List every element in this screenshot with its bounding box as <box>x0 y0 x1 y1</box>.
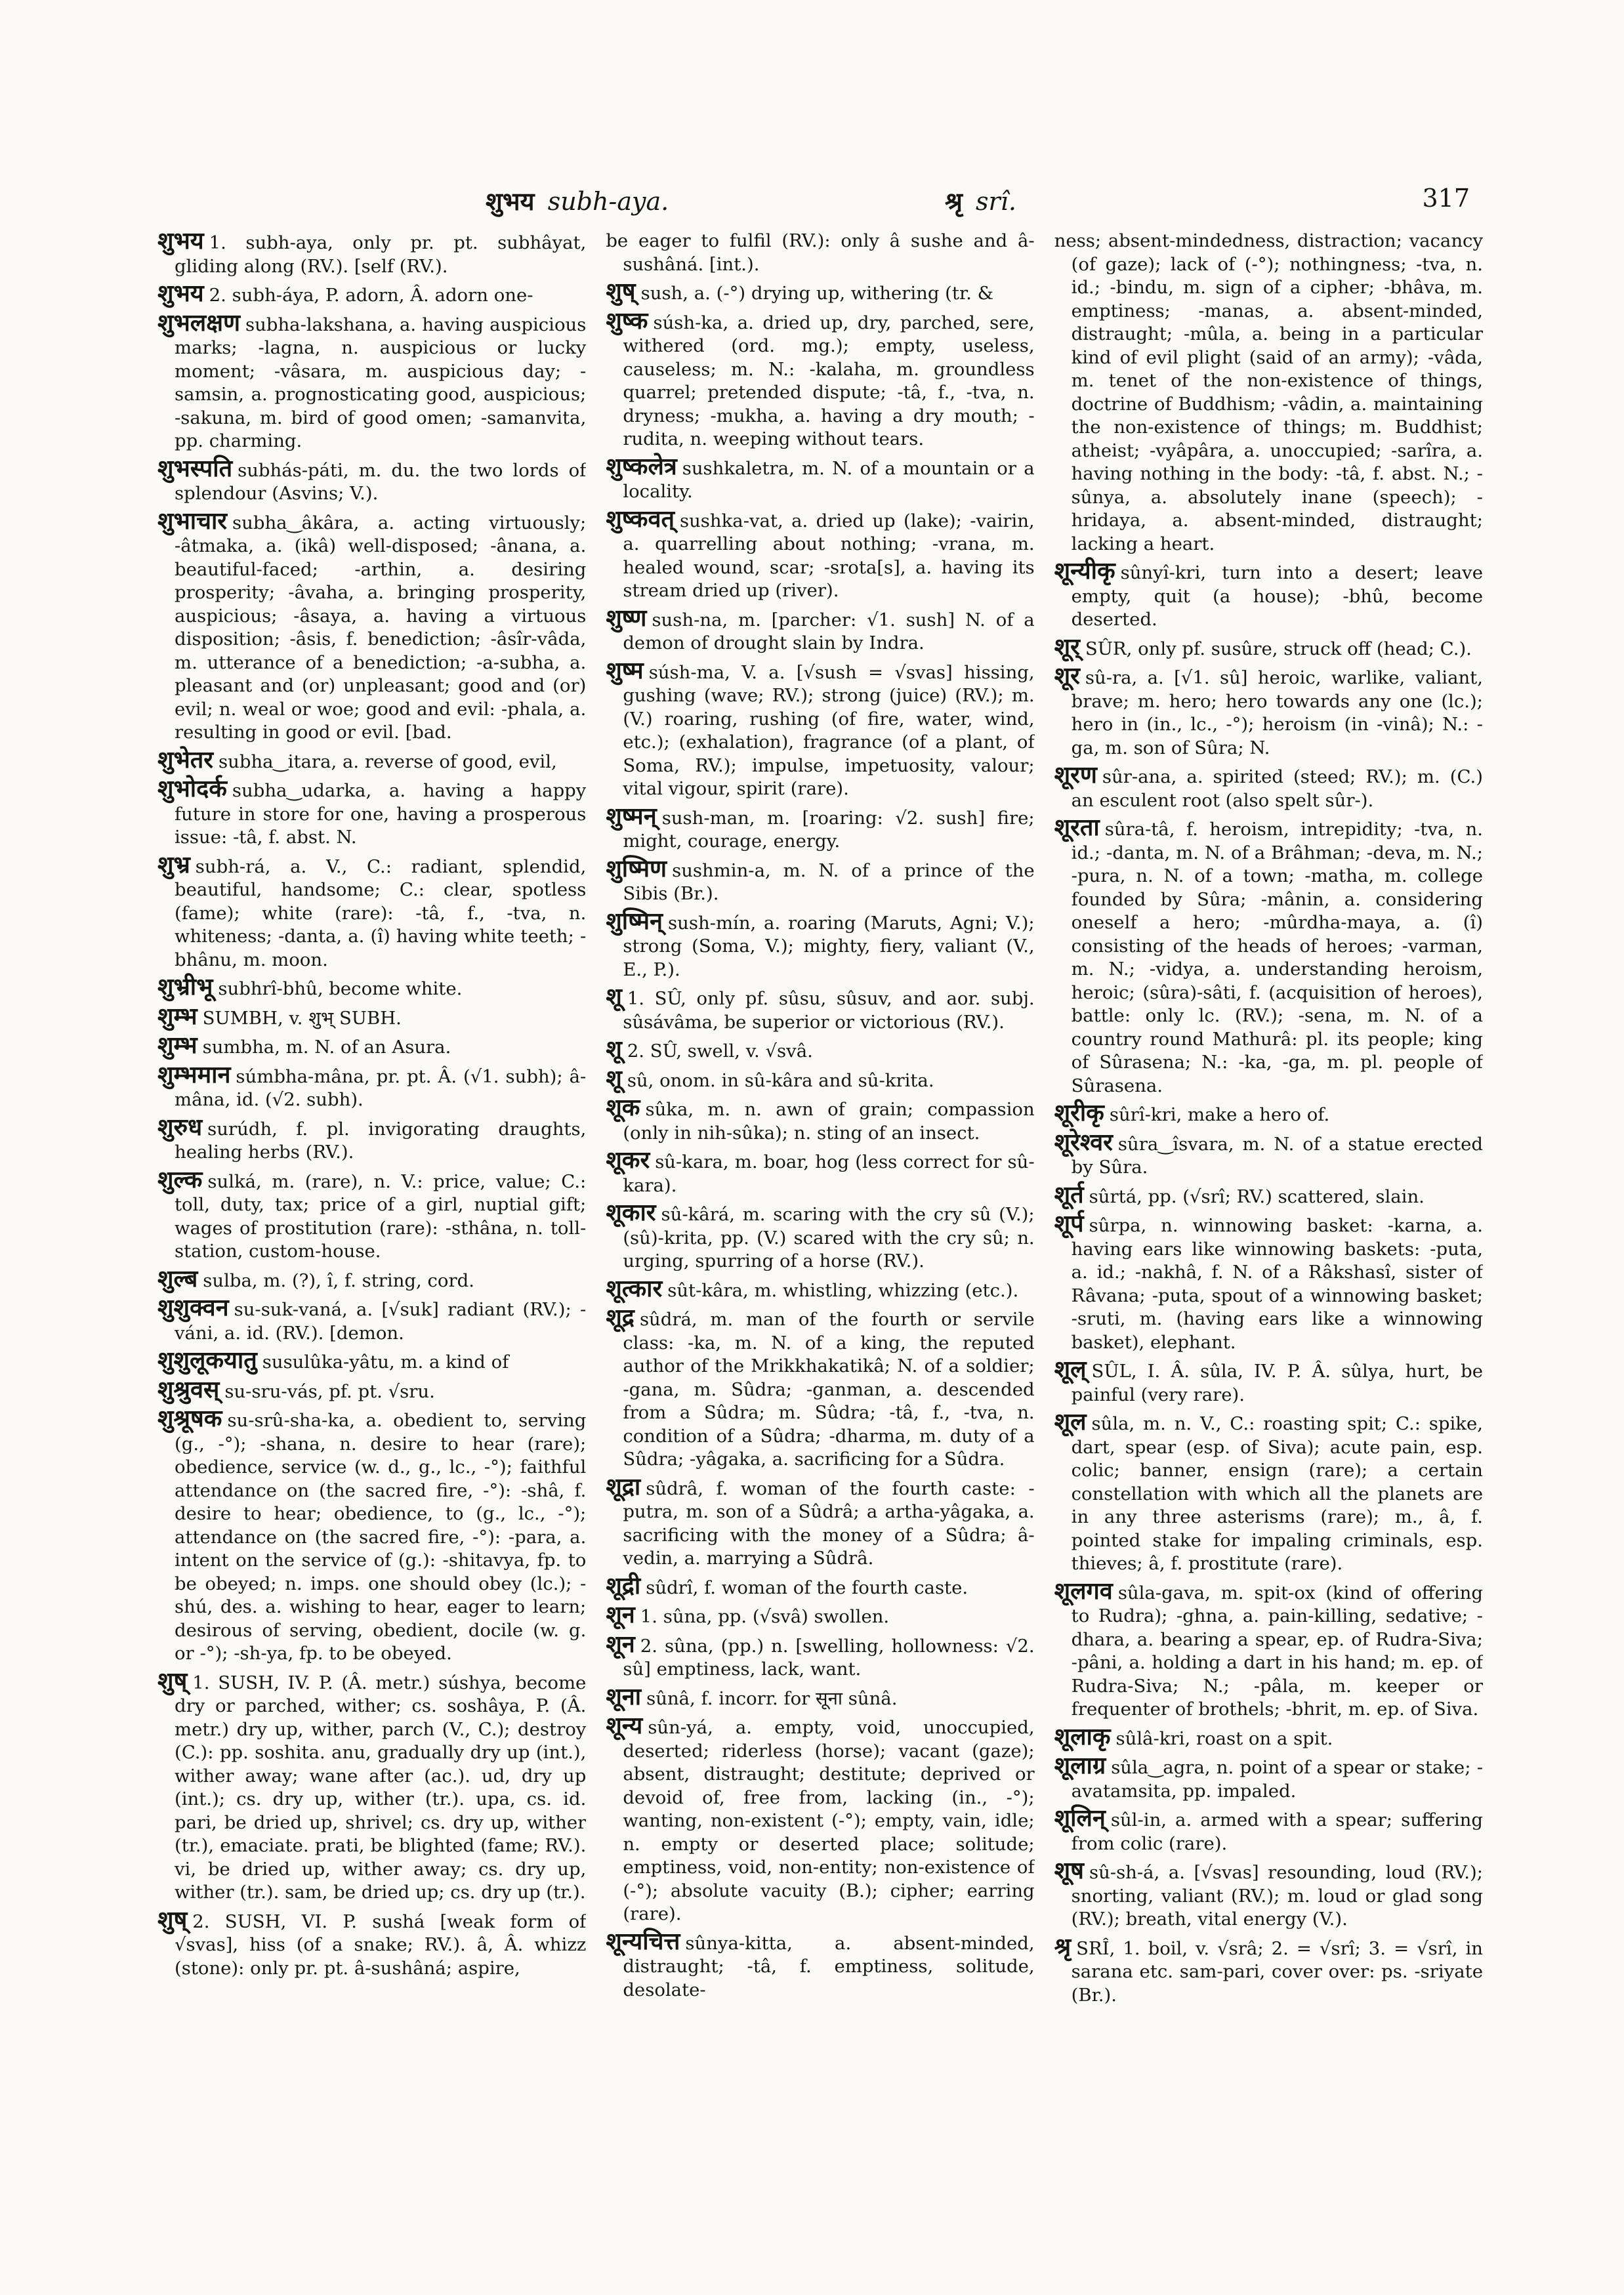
dictionary-entry <box>606 1146 1035 1197</box>
entry-headword: शुल्क <box>157 1165 203 1193</box>
entry-headword: शुष् <box>157 1666 188 1695</box>
entry-definition: sûla-gava, m. spit-ox (kind of offering to Rudra); -ghna, a. pain-killing, sedative; -dhara, a. bearing a spear, ep. of Rudra-Siva; -pâni, a. holding a dart in his hand; m. ep. of Rudra-Siva; N.; -pâla, m. keeper or frequenter of brothels; -bhrit, m. ep. of Siva. <box>1071 1582 1483 1720</box>
dictionary-entry <box>157 745 586 774</box>
entry-definition: SÛL, I. Â. sûla, IV. P. Â. sûlya, hurt, be painful (very rare). <box>1071 1361 1483 1405</box>
dictionary-entry <box>606 1630 1035 1682</box>
entry-definition: 2. subh-áya, P. adorn, Â. adorn one- <box>209 285 533 306</box>
entry-headword: शुश्रुवस् <box>157 1375 220 1403</box>
entry-headword: शून्यीकृ <box>1054 557 1115 585</box>
entry-definition: sûla‿agra, n. point of a spear or stake; -avatamsita, pp. impaled. <box>1071 1757 1483 1802</box>
entry-definition: sûl-in, a. armed with a spear; suffering from colic (rare). <box>1071 1809 1483 1854</box>
entry-definition: subha‿udarka, a. having a happy future in store for one, having a prosperous issue: -tâ, f. abst. N. <box>175 780 587 848</box>
dictionary-entry <box>157 279 586 308</box>
entry-definition: sûr-ana, a. spirited (steed; RV.); m. (C.) an esculent root (also spelt sûr-). <box>1071 766 1483 811</box>
dictionary-entry <box>157 308 587 453</box>
column-1 <box>157 230 586 2250</box>
dictionary-entry <box>606 1306 1034 1472</box>
entry-definition: sû-sh-á, a. [√svas] resounding, loud (RV.); snorting, valiant (RV.); m. loud or glad song (RV.); breath, vital energy (V.). <box>1071 1862 1483 1930</box>
entry-definition: sûka, m. n. awn of grain; compassion (only in nih-sûka); n. sting of an insect. <box>623 1099 1035 1144</box>
dictionary-entry <box>157 1296 586 1345</box>
dictionary-entry <box>1054 557 1483 632</box>
dictionary-entry <box>1054 1355 1483 1407</box>
entry-headword: शुष्मिण <box>606 854 667 882</box>
dictionary-entry <box>606 656 1035 801</box>
dictionary-entry <box>1054 1212 1483 1354</box>
entry-definition: sû, onom. in sû-kâra and sû-krita. <box>627 1069 934 1091</box>
entry-headword: शुभस्पति <box>157 454 233 482</box>
entry-definition: sûdrâ, f. woman of the fourth caste: -putra, m. son of a Sûdrâ; a artha-yâgaka, a. sacrificing with the money of a Sûdra; â-vedin, a. marrying a Sûdrâ. <box>623 1478 1035 1569</box>
entry-headword: शूलगव <box>1054 1577 1113 1605</box>
dictionary-entry <box>157 1666 587 1905</box>
entry-definition: sûnya-kitta, a. absent-minded, distraught; -tâ, f. emptiness, solitude, desolate- <box>623 1932 1035 2000</box>
entry-definition: sûnyî-kri, turn into a desert; leave empty, quit (a house); -bhû, become deserted. <box>1071 562 1483 630</box>
header-center <box>945 184 1016 218</box>
entry-definition: ness; absent-mindedness, distraction; vacancy (of gaze); lack of (-°); nothingness; -tva, n. id.; -bindu, m. sign of a cipher; -bhâva, m. emptiness; -manas, a. absent-minded, distraught; -mûla, a. being in a particular kind of evil plight (said of an army); -vâda, m. tenet of the non-existence of things, doctrine of Buddhism; -vâdin, a. maintaining the non-existence of things; m. Buddhist; atheist; -vyâpâra, a. unoccupied; -sarîra, a. having nothing in the body: -tâ, f. abst. N.; -sûnya, a. absolutely inane (speech); -hridaya, a. absent-minded, distraught; lacking a heart. <box>1054 230 1483 554</box>
entry-headword: शूरेश्वर <box>1054 1128 1113 1156</box>
entry-headword: शूरीकृ <box>1054 1099 1104 1127</box>
dictionary-entry <box>1054 662 1483 760</box>
entry-headword: शूर्प <box>1054 1210 1084 1237</box>
entry-headword: शुभेतर <box>157 745 214 774</box>
entry-definition: subh-rá, a. V., C.: radiant, splendid, beautiful, handsome; C.: clear, spotless (fame); white (rare): -tâ, f., -tva, n. whiteness; -danta, a. (î) having white teeth; -bhânu, m. moon. <box>175 856 587 970</box>
dictionary-entry <box>606 604 1035 655</box>
dictionary-entry <box>1054 1859 1483 1932</box>
entry-definition: sush-mín, a. roaring (Maruts, Agni; V.); strong (Soma, V.); mighty, fiery, valiant (V., E., P.). <box>623 912 1035 980</box>
dictionary-entry <box>606 1064 1034 1093</box>
entry-definition: sûrî-kri, make a hero of. <box>1109 1104 1330 1125</box>
page-number: 317 <box>1422 184 1470 213</box>
entry-definition: subhrî-bhû, become white. <box>218 978 463 999</box>
dictionary-entry <box>1054 1099 1483 1127</box>
entry-headword: शुभाचार <box>157 507 228 535</box>
entry-headword: शूद्र <box>606 1304 635 1331</box>
entry-headword: शूद्रा <box>606 1472 641 1500</box>
entry-headword: शून <box>606 1630 635 1658</box>
entry-headword: शुष्मन् <box>606 802 657 830</box>
dictionary-entry <box>157 1346 586 1375</box>
entry-definition: 2. SÛ, swell, v. √svâ. <box>627 1041 813 1062</box>
entry-headword: शुशुलूकयातु <box>157 1346 257 1374</box>
entry-headword: शुष्क <box>606 306 648 335</box>
header-center-latin: srî. <box>976 187 1016 216</box>
entry-headword: शूलाग्र <box>1054 1752 1106 1779</box>
entry-definition: SÛR, only pf. susûre, struck off (head; C.). <box>1085 638 1472 659</box>
entry-definition: súsh-ma, V. a. [√sush = √svas] hissing, gushing (wave; RV.); strong (juice) (RV.); m. (V.) roaring, rushing (of fire, water, wind, etc.); (exhalation), fragrance (of a plant, of Soma, RV.); impulse, impetuosity, valour; vital vigour, spirit (rare). <box>623 661 1035 799</box>
entry-headword: शूरण <box>1054 761 1097 789</box>
header-left-latin: subh-aya. <box>547 187 669 216</box>
entry-definition: sûra-tâ, f. heroism, intrepidity; -tva, n. id.; -danta, m. N. of a Brâhman; -deva, m. N.; -pura, n. N. of a town; -matha, m. college founded by Sûra; -mânin, a. considering oneself a hero; -mûrdha-maya, a. (î) consisting of the heads of heroes; -varman, m. N.; -vidya, a. understanding heroism, heroic; (sûra)-sâti, f. (acquisition of heroes), battle: only lc. (RV.); -sena, m. N. of a country round Mathurâ: pl. its people; king of Sûrasena; N.: -ka, -ga, m. pl. people of Sûrasena. <box>1071 819 1483 1096</box>
dictionary-entry <box>157 1060 587 1112</box>
entry-headword: शूत्कार <box>606 1274 663 1302</box>
entry-headword: शूकार <box>606 1199 656 1226</box>
dictionary-entry <box>157 850 587 972</box>
entry-headword: श्रृ <box>1054 1932 1072 1960</box>
entry-definition: su-sru-vás, pf. pt. √sru. <box>224 1380 435 1402</box>
entry-headword: शूर् <box>1054 632 1080 661</box>
dictionary-entry <box>1054 816 1483 1098</box>
dictionary-entry <box>606 1571 1034 1600</box>
entry-definition: sûlâ-kri, roast on a spit. <box>1115 1727 1333 1749</box>
entry-definition: sush, a. (-°) drying up, withering (tr. & <box>640 283 994 304</box>
entry-headword: शुष्कलेत्र <box>606 452 677 480</box>
dictionary-entry <box>606 1714 1034 1926</box>
entry-definition: sû-kârá, m. scaring with the cry sû (V.); (sû)-krita, pp. (V.) scared with the cry sû; n. urging, spurring of a horse (RV.). <box>623 1204 1035 1272</box>
entry-definition: sûdrî, f. woman of the fourth caste. <box>646 1577 968 1598</box>
entry-definition: sût-kâra, m. whistling, whizzing (etc.). <box>667 1279 1019 1301</box>
entry-definition: subha-lakshana, a. having auspicious marks; -lagna, n. auspicious or lucky moment; -vâsara, m. auspicious day; -samsin, a. prognosticating good, auspicious; -sakuna, m. bird of good omen; -samanvita, pp. charming. <box>175 314 587 451</box>
entry-definition: sûdrá, m. man of the fourth or servile class: -ka, m. N. of a king, the reputed author of the Mrikkhakatikâ; N. of a soldier; -gana, m. Sûdra; -ganman, a. descended from a Sûdra; m. Sûdra; -tâ, f., -tva, n. condition of a Sûdra; -dharma, m. duty of a Sûdra; -yâgaka, a. sacrificing for a Sûdra. <box>623 1309 1035 1470</box>
entry-headword: शू <box>606 1064 622 1092</box>
dictionary-entry <box>606 1682 1034 1711</box>
dictionary-entry <box>1054 1932 1483 2008</box>
entry-definition: sûn-yá, a. empty, void, unoccupied, deserted; riderless (horse); vacant (gaze); absent, distraught; destitute; deprived or devoid of, free from, lacking (in., -°); wanting, non-existent (-°); empty, vain, idle; n. empty or deserted place; solitude; emptiness, void, non-entity; non-existence of (-°); absolute vacuity (B.); cipher; earring (rare). <box>623 1717 1035 1924</box>
entry-headword: शुष् <box>157 1905 188 1933</box>
entry-definition: sûrtá, pp. (√srî; RV.) scattered, slain. <box>1089 1186 1425 1207</box>
entry-headword: शुभय <box>157 230 204 255</box>
entry-definition: sush-na, m. [parcher: √1. sush] N. of a demon of drought slain by Indra. <box>623 609 1035 653</box>
dictionary-entry <box>606 1201 1034 1273</box>
dictionary-entry <box>1054 1804 1483 1855</box>
dictionary-entry <box>606 230 1034 276</box>
header-left-devanagari: शुभय <box>486 186 535 216</box>
entry-definition: be eager to fulfil (RV.): only â sushe and â-sushâná. [int.). <box>606 230 1035 275</box>
dictionary-entry <box>606 1035 1034 1064</box>
dictionary-entry <box>606 1472 1035 1571</box>
entry-definition: 2. SUSH, VI. P. sushá [weak form of √svas], hiss (of a snake; RV.). â, Â. whizz (stone): only pr. pt. â-sushâná; aspire, <box>175 1911 587 1979</box>
dictionary-entry <box>606 1274 1034 1303</box>
entry-headword: शुभोदर्क <box>157 775 227 802</box>
entry-definition: 1. SÛ, only pf. sûsu, sûsuv, and aor. subj. sûsávâma, be superior or victorious (RV.). <box>623 988 1035 1033</box>
entry-definition: subha‿itara, a. reverse of good, evil, <box>219 751 557 772</box>
entry-definition: 2. sûna, (pp.) n. [swelling, hollowness: √2. sû] emptiness, lack, want. <box>623 1635 1035 1680</box>
entry-definition: sû-ra, a. [√1. sû] heroic, warlike, valiant, brave; m. hero; hero towards any one (lc.); hero in (in., lc., -°); heroism (in -vinâ); N.: -ga, m. son of Sûra; N. <box>1071 667 1483 758</box>
dictionary-entry <box>606 802 1035 854</box>
entry-headword: शू <box>606 983 622 1010</box>
entry-definition: sushkaletra, m. N. of a mountain or a locality. <box>623 457 1035 502</box>
dictionary-entry <box>1054 1180 1483 1209</box>
entry-definition: SRÎ, 1. boil, v. √srâ; 2. = √srî; 3. = √srî, in sarana etc. sam-pari, cover over: ps. -sriyate (Br.). <box>1071 1937 1483 2006</box>
column-2 <box>606 230 1034 2250</box>
dictionary-entry <box>606 1603 1034 1629</box>
entry-definition: 1. sûna, pp. (√svâ) swollen. <box>640 1606 890 1627</box>
entry-headword: शूद्री <box>606 1571 641 1600</box>
dictionary-entry <box>1054 632 1483 661</box>
entry-headword: शुष्मिन् <box>606 907 663 935</box>
entry-headword: शुम्भ <box>157 1031 198 1059</box>
entry-definition: 1. SUSH, IV. P. (Â. metr.) súshya, become dry or parched, wither; cs. soshâya, P. (Â. metr.) dry up, wither, parch (V., C.); destroy (C.): pp. soshita. anu, gradually dry up (int.), wither away; wane after (ac.). ud, dry up (int.); cs. dry up, wither (tr.). upa, cs. id. pari, be dried up, shrivel; cs. dry up, wither (tr.), emaciate. prati, be blighted (fame; RV.). vi, be dried up, wither away; cs. dry up, wither (tr.). sam, be dried up; cs. dry up (tr.). <box>175 1672 587 1903</box>
dictionary-entry <box>1054 1128 1483 1180</box>
entry-definition: sûla, m. n. V., C.: roasting spit; C.: spike, dart, spear (esp. of Siva); acute pain, esp. colic; banner, ensign (rare); a certain constellation with which all the planets are in any three asterisms (rare); m., â, f. pointed stake for impaling criminals, esp. thieves; â, f. prostitute (rare). <box>1071 1413 1483 1574</box>
entry-definition: súmbha-mâna, pr. pt. Â. (√1. subh); â-mâna, id. (√2. subh). <box>175 1065 587 1110</box>
dictionary-entry <box>157 1905 587 1981</box>
entry-headword: शूना <box>606 1682 642 1710</box>
entry-definition: sulká, m. (rare), n. V.: price, value; C.: toll, duty, tax; price of a girl, nuptial gift; wages of prostitution (rare): -sthâna, n. toll-station, custom-house. <box>175 1170 587 1262</box>
entry-definition: sûnâ, f. incorr. for सूना sûnâ. <box>646 1687 898 1709</box>
entry-definition: sû-kara, m. boar, hog (less correct for sû-kara). <box>623 1151 1035 1196</box>
entry-headword: शुशुक्वन <box>157 1294 229 1321</box>
dictionary-entry <box>157 1375 586 1404</box>
entry-headword: शुल्ब <box>157 1264 198 1292</box>
dictionary-entry <box>157 1264 586 1293</box>
entry-headword: शुभलक्षण <box>157 308 241 337</box>
dictionary-entry <box>157 1031 586 1060</box>
header-center-devanagari: श्रृ <box>945 186 963 216</box>
dictionary-entry <box>1054 761 1483 812</box>
entry-definition: surúdh, f. pl. invigorating draughts, healing herbs (RV.). <box>175 1118 587 1163</box>
entry-headword: शून <box>606 1601 635 1628</box>
entry-headword: शूर्त <box>1054 1180 1084 1209</box>
entry-headword: शू <box>606 1035 622 1063</box>
text-columns <box>157 230 1483 2250</box>
entry-definition: su-srû-sha-ka, a. obedient to, serving (g., -°); -shana, n. desire to hear (rare); obedience, service (w. d., g., lc., -°); faithful attendance on (the sacred fire, -°): -shâ, f. desire to hear; obedience, to (g., lc., -°); attendance on (the sacred fire, -°): -para, a. intent on the service of (g.): -shitavya, fp. to be obeyed; n. imps. one should obey (lc.); -shú, des. a. wishing to hear, eager to learn; desirous of serving, obedient, docile (w. g. or -°); -sh-ya, fp. to be obeyed. <box>175 1410 587 1664</box>
entry-definition: sulba, m. (?), î, f. string, cord. <box>203 1270 474 1291</box>
entry-definition: subhás-páti, m. du. the two lords of splendour (Asvins; V.). <box>175 459 587 504</box>
dictionary-entry <box>606 452 1035 504</box>
entry-definition: sumbha, m. N. of an Asura. <box>202 1037 451 1058</box>
entry-headword: शुम्भ <box>157 1002 198 1030</box>
dictionary-entry <box>1054 1722 1483 1751</box>
dictionary-entry <box>606 854 1035 906</box>
entry-headword: शून्य <box>606 1712 643 1739</box>
entry-headword: शूलाकृ <box>1054 1722 1111 1750</box>
entry-definition: sûra‿îsvara, m. N. of a statue erected by Sûra. <box>1071 1133 1483 1178</box>
entry-definition: sush-man, m. [roaring: √2. sush] fire; might, courage, energy. <box>623 807 1035 852</box>
dictionary-entry <box>606 280 1034 306</box>
dictionary-entry <box>157 454 587 506</box>
entry-headword: शुष्कवत् <box>606 505 675 533</box>
entry-headword: शुभ्रीभू <box>157 973 213 1001</box>
dictionary-entry <box>606 985 1034 1034</box>
column-3 <box>1054 230 1483 2250</box>
dictionary-entry <box>157 1113 587 1165</box>
entry-headword: शुष्ण <box>606 604 647 632</box>
running-header <box>164 184 1470 223</box>
dictionary-entry <box>157 1002 586 1031</box>
dictionary-entry <box>606 306 1035 451</box>
entry-headword: शूल् <box>1054 1355 1087 1383</box>
entry-definition: sushka-vat, a. dried up (lake); -vairin, a. quarrelling about nothing; -vrana, m. healed wound, scar; -srota[s], a. having its stream dried up (river). <box>623 510 1035 601</box>
entry-headword: शुभ्र <box>157 850 190 879</box>
dictionary-entry <box>606 1096 1034 1145</box>
entry-headword: शूक <box>606 1094 640 1121</box>
dictionary-entry <box>1054 1754 1483 1803</box>
dictionary-entry <box>157 1407 586 1666</box>
entry-definition: súsh-ka, a. dried up, dry, parched, sere, withered (ord. mg.); empty, useless, causeless; m. N.: -kalaha, m. groundless quarrel; pretended dispute; -tâ, f., -tva, n. dryness; -mukha, a. having a dry mouth; -rudita, n. weeping without tears. <box>623 312 1035 449</box>
header-left <box>486 184 669 218</box>
entry-headword: शूष <box>1054 1857 1084 1884</box>
entry-definition: susulûka-yâtu, m. a kind of <box>262 1352 509 1373</box>
dictionary-entry <box>157 973 586 1001</box>
dictionary-entry <box>1054 1408 1483 1576</box>
entry-headword: शूल <box>1054 1408 1087 1436</box>
entry-definition: 1. subh-aya, only pr. pt. subhâyat, gliding along (RV.). [self (RV.). <box>175 232 587 277</box>
entry-headword: शुष् <box>606 278 636 305</box>
dictionary-entry <box>157 507 587 745</box>
entry-headword: शुश्रूषक <box>157 1405 222 1432</box>
entry-definition: su-suk-vaná, a. [√suk] radiant (RV.); -váni, a. id. (RV.). [demon. <box>175 1299 587 1344</box>
dictionary-entry <box>606 1927 1035 2002</box>
entry-definition: sûrpa, n. winnowing basket: -karna, a. having ears like winnowing baskets: -puta, a. id.; -nakhâ, f. N. of a Râkshasî, sister of Râvana; -puta, spout of a winnowing basket; -sruti, m. (having ears like a winnowing basket), elephant. <box>1071 1215 1483 1353</box>
entry-headword: शूकर <box>606 1146 650 1174</box>
entry-definition: sushmin-a, m. N. of a prince of the Sibis (Br.). <box>623 859 1035 904</box>
dictionary-entry <box>1054 230 1483 556</box>
entry-definition: subha‿âkâra, a. acting virtuously; -âtmaka, a. (ikâ) well-disposed; -ânana, a. beautiful-faced; -arthin, a. desiring prosperity; -âvaha, a. bringing prosperity, auspicious; -âsaya, a. having a virtuous disposition; -âsis, f. benediction; -âsîr-vâda, m. utterance of a benediction; -a-subha, a. pleasant and (or) unpleasant; good and (or) evil; n. weal or woe; good and evil: -phala, a. resulting in good or evil. [bad. <box>175 512 587 743</box>
entry-headword: शूलिन् <box>1054 1804 1106 1832</box>
dictionary-entry <box>1054 1577 1483 1722</box>
entry-headword: शुभय <box>157 279 204 307</box>
entry-headword: शूरता <box>1054 814 1100 841</box>
entry-headword: शून्यचित्त <box>606 1927 680 1955</box>
entry-headword: शुम्भमान <box>157 1060 231 1088</box>
dictionary-entry <box>157 777 586 850</box>
entry-definition: SUMBH, v. शुभ् SUBH. <box>202 1007 402 1029</box>
dictionary-entry <box>606 505 1035 603</box>
dictionary-entry <box>606 907 1035 982</box>
dictionary-entry <box>157 230 586 278</box>
entry-headword: शूर <box>1054 662 1080 690</box>
entry-headword: शुष्म <box>606 656 644 684</box>
entry-headword: शुरुध <box>157 1113 203 1141</box>
dictionary-entry <box>157 1165 587 1264</box>
